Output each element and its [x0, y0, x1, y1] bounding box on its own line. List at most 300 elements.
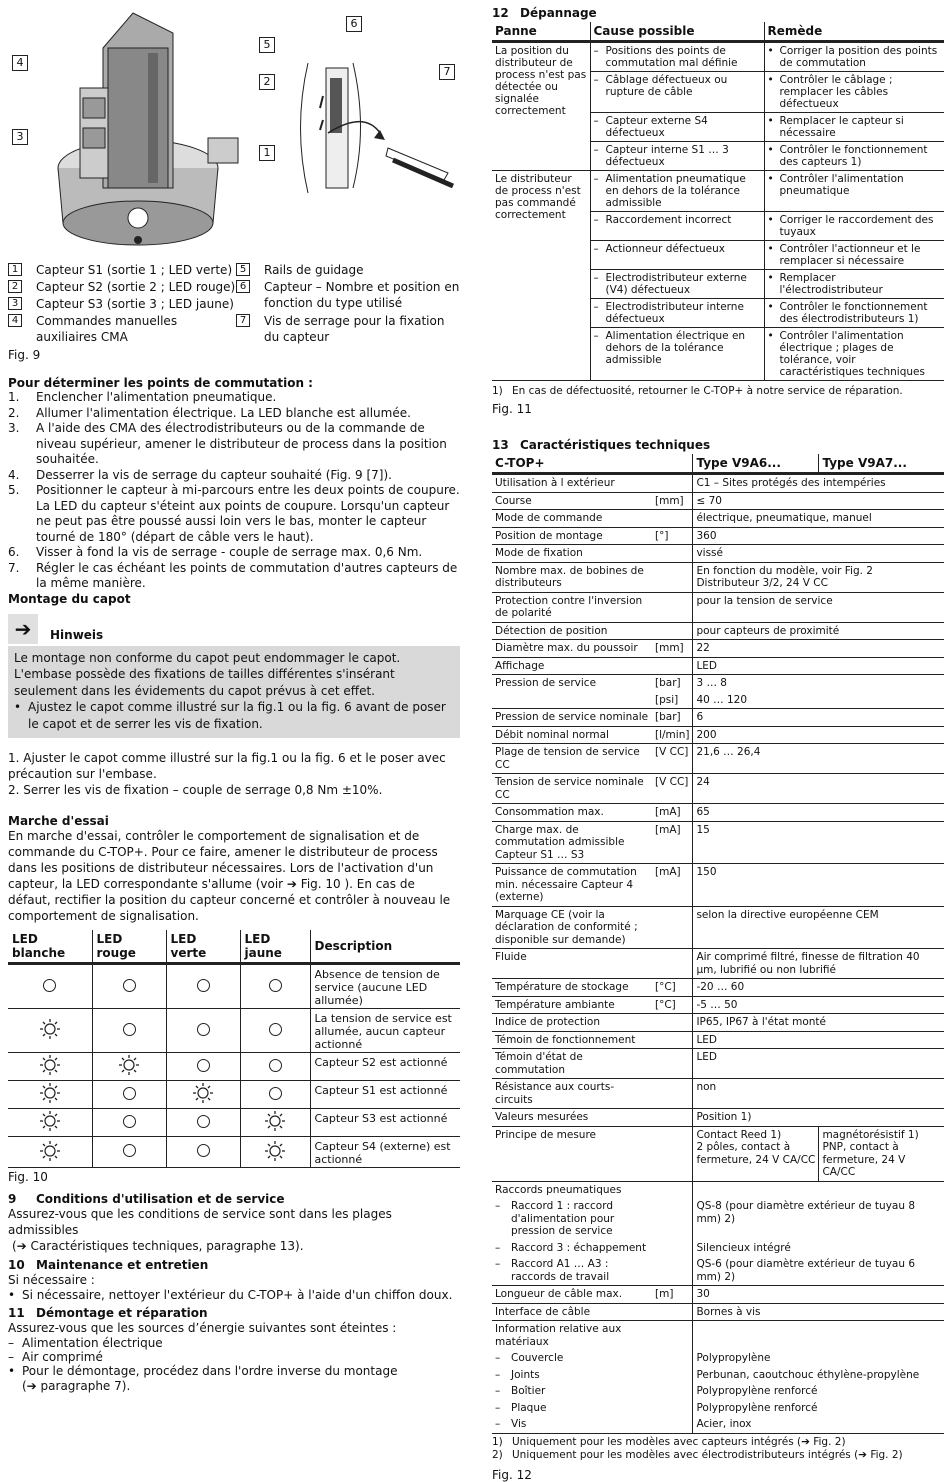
led-cell [240, 1009, 310, 1053]
spec-unit: [V CC] [652, 744, 693, 774]
cause-cell: – Raccordement incorrect [590, 212, 764, 241]
list-item: 5. Positionner le capteur à mi-parcours entre les deux points de coupure. La LED du capteur s'éteint aux points de coupure. Lorsqu'un capteur ne peut pas être poussé aussi loin vers le bas, monter le capteur tourné de 180° (départ de câble vers le haut). [8, 483, 460, 544]
led-cell [240, 964, 310, 1009]
table-row [492, 1049, 944, 1079]
cause-cell: – Actionneur défectueux [590, 241, 764, 270]
table-row [492, 1400, 944, 1417]
spec-value: 3 … 8 [696, 677, 727, 689]
table-row [492, 1367, 944, 1384]
paragraph: (➔ paragraphe 7). [22, 1379, 131, 1393]
spec-unit: [°C] [652, 996, 693, 1014]
spec-key: Consommation max. [492, 804, 652, 822]
table-row [492, 821, 944, 864]
led-cell [92, 1053, 166, 1081]
spec-value: -20 … 60 [693, 979, 944, 997]
note-title: Hinweis [50, 627, 104, 642]
led-off-icon [123, 1023, 136, 1036]
led-off-icon [123, 1087, 136, 1100]
spec-unit [652, 592, 693, 622]
spec-unit: [V CC] [652, 774, 693, 804]
spec-value: Contact Reed 1) 2 pôles, contact à fermeture, 24 V CA/CC [693, 1126, 819, 1181]
led-cell [240, 1081, 310, 1109]
spec-unit [652, 1031, 693, 1049]
spec-value: Bornes à vis [693, 1303, 944, 1321]
spec-value [693, 1321, 944, 1351]
led-off-icon [43, 979, 56, 992]
spec-key: Fluide [492, 949, 652, 979]
table-row [492, 1109, 944, 1127]
spec-key: Puissance de commutation min. nécessaire Capteur 4 (externe) [492, 864, 652, 907]
table-row [492, 744, 944, 774]
spec-unit: [bar] [652, 709, 693, 727]
spec-key: Débit nominal normal [492, 726, 652, 744]
spec-key: Affichage [492, 657, 652, 675]
spec-key: Témoin d'état de commutation [492, 1049, 652, 1079]
spec-key: Indice de protection [492, 1014, 652, 1032]
remedy-cell: • Remplacer l'électrodistributeur [764, 270, 944, 299]
spec-unit [652, 1383, 693, 1400]
table-row [8, 964, 460, 1009]
spec-unit [652, 1079, 693, 1109]
table-row [492, 510, 944, 528]
table-row [492, 1079, 944, 1109]
spec-value: Silencieux intégré [696, 1241, 791, 1254]
spec-key: Interface de câble [492, 1303, 652, 1321]
figure-caption: Fig. 12 [492, 1467, 532, 1482]
note-bullet: • Ajustez le capot comme illustré sur la fig.1 ou la fig. 6 avant de poser le capot et de serrer les vis de fixation. [14, 700, 446, 731]
spec-unit [652, 1109, 693, 1127]
table-row [8, 1109, 460, 1137]
figure-caption: Fig. 9 [8, 348, 41, 362]
spec-value: magnétorésistif 1) PNP, contact à fermeture, 24 V CA/CC [819, 1126, 944, 1181]
spec-unit [652, 1367, 693, 1384]
spec-key: Protection contre l'inversion de polarité [492, 592, 652, 622]
spec-unit [652, 949, 693, 979]
spec-key: Diamètre max. du poussoir [492, 640, 652, 658]
table-row [492, 1286, 944, 1304]
column-header: C-TOP+ [492, 454, 693, 474]
callout-7: 7 [439, 64, 455, 80]
led-cell [8, 964, 92, 1009]
spec-key: Température ambiante [492, 996, 652, 1014]
spec-key: Valeurs mesurées [492, 1109, 652, 1127]
bullet-item: • Pour le démontage, procédez dans l'ordre inverse du montage [8, 1364, 398, 1378]
table-row [492, 1014, 944, 1032]
led-on-icon [39, 1018, 61, 1040]
spec-key: Course [492, 492, 652, 510]
section-heading: 10 Maintenance et entretien [8, 1258, 209, 1272]
section-heading: Pour déterminer les points de commutation : [8, 376, 313, 390]
spec-unit: [°C] [652, 979, 693, 997]
spec-value: 150 [693, 864, 944, 907]
led-on-icon [264, 1140, 286, 1162]
device-illustration [8, 8, 460, 258]
spec-key: Mode de fixation [492, 545, 652, 563]
column-header: Cause possible [590, 22, 764, 42]
led-off-icon [269, 1023, 282, 1036]
led-off-icon [197, 1023, 210, 1036]
spec-unit [652, 1321, 693, 1351]
spec-unit: [mm] [652, 492, 693, 510]
spec-key: Résistance aux courts-circuits [492, 1079, 652, 1109]
cause-cell: – Electrodistributeur interne défectueux [590, 299, 764, 328]
led-cell [8, 1109, 92, 1137]
spec-value: IP65, IP67 à l'état monté [693, 1014, 944, 1032]
spec-unit [652, 474, 693, 493]
column-header: Description [310, 930, 460, 964]
table-row [492, 1198, 944, 1240]
callout-3: 3 [12, 129, 28, 145]
led-cell [166, 964, 240, 1009]
cause-cell: – Alimentation pneumatique en dehors de la tolérance admissible [590, 171, 764, 212]
note-text: Le montage non conforme du capot peut endommager le capot. L'embase possède des fixations de tailles différentes s'insérant seulement dans les évidements du capot prévus à cet effet. [14, 650, 401, 698]
spec-value: 200 [693, 726, 944, 744]
section-heading: 11 Démontage et réparation [8, 1306, 208, 1320]
spec-unit [652, 657, 693, 675]
table-row [492, 804, 944, 822]
spec-unit [652, 1181, 693, 1198]
spec-value: LED [693, 1031, 944, 1049]
led-cell [166, 1053, 240, 1081]
led-off-icon [197, 979, 210, 992]
led-cell [240, 1053, 310, 1081]
led-on-icon [118, 1054, 140, 1076]
list-item: 7. Régler le cas échéant les points de commutation d'autres capteurs de la même manière. [8, 560, 458, 590]
spec-key: – Boîtier [495, 1385, 546, 1397]
led-description: La tension de service est allumée, aucun capteur actionné [310, 1009, 460, 1053]
table-row [492, 949, 944, 979]
spec-key: – Raccord A1 … A3 : raccords de travail [492, 1256, 652, 1286]
led-description: Capteur S1 est actionné [310, 1081, 460, 1109]
spec-key: – Raccord 3 : échappement [495, 1241, 647, 1254]
table-row [492, 492, 944, 510]
table-row [492, 42, 944, 72]
led-off-icon [269, 979, 282, 992]
led-cell [166, 1081, 240, 1109]
note-box [8, 646, 460, 739]
led-cell [92, 1109, 166, 1137]
left-column [8, 8, 460, 1394]
spec-value: pour capteurs de proximité [693, 622, 944, 640]
led-on-icon [264, 1110, 286, 1132]
led-off-icon [123, 1115, 136, 1128]
table-row [492, 726, 944, 744]
spec-key: Température de stockage [492, 979, 652, 997]
table-row [492, 592, 944, 622]
spec-value: C1 – Sites protégés des intempéries [693, 474, 944, 493]
spec-value: LED [693, 657, 944, 675]
led-cell [8, 1081, 92, 1109]
led-cell [166, 1009, 240, 1053]
list-item: 2. Allumer l'alimentation électrique. La LED blanche est allumée. [8, 405, 411, 420]
table-row [8, 1137, 460, 1168]
paragraph: Assurez-vous que les sources d’énergie suivantes sont éteintes : [8, 1321, 397, 1335]
column-header: LED rouge [92, 930, 166, 964]
spec-unit [652, 510, 693, 528]
spec-unit [652, 1126, 693, 1181]
remedy-cell: • Contrôler le fonctionnement des capteurs 1) [764, 142, 944, 171]
legend-item: 2 Capteur S2 (sortie 2 ; LED rouge) [8, 279, 236, 295]
panne-cell: La position du distributeur de process n'est pas détectée ou signalée correctement [492, 42, 590, 171]
led-off-icon [269, 1087, 282, 1100]
led-cell [240, 1109, 310, 1137]
spec-key: Principe de mesure [492, 1126, 652, 1181]
spec-value: Perbunan, caoutchouc éthylène-propylène [696, 1368, 920, 1381]
table-row [492, 675, 944, 692]
spec-unit [652, 1256, 693, 1286]
spec-key: Pression de service nominale [492, 709, 652, 727]
table-row [492, 996, 944, 1014]
dash-item: – Air comprimé [8, 1350, 103, 1364]
table-row [492, 1416, 944, 1433]
led-on-icon [39, 1140, 61, 1162]
table-row [492, 1256, 944, 1286]
dash-item: – Alimentation électrique [8, 1336, 163, 1350]
table-row [492, 171, 944, 212]
spec-unit [652, 622, 693, 640]
spec-key [492, 692, 652, 709]
remedy-cell: • Remplacer le capteur si nécessaire [764, 113, 944, 142]
spec-unit [652, 1350, 693, 1367]
spec-key: – Raccord 1 : raccord d'alimentation pour pression de service [495, 1200, 615, 1237]
table-row [492, 474, 944, 493]
spec-value: 6 [693, 709, 944, 727]
spec-key: Raccords pneumatiques [495, 1183, 622, 1196]
spec-value: 40 … 120 [693, 692, 944, 709]
remedy-cell: • Corriger le raccordement des tuyaux [764, 212, 944, 241]
footnote: 1) Uniquement pour les modèles avec capteurs intégrés (➔ Fig. 2) [492, 1435, 846, 1448]
led-cell [8, 1137, 92, 1168]
cause-cell: – Capteur interne S1 … 3 défectueux [590, 142, 764, 171]
panne-cell: Le distributeur de process n'est pas commandé correctement [492, 171, 590, 381]
remedy-cell: • Corriger la position des points de commutation [764, 42, 944, 72]
legend-item: 1 Capteur S1 (sortie 1 ; LED verte) [8, 262, 236, 278]
led-off-icon [269, 1059, 282, 1072]
column-header: LED verte [166, 930, 240, 964]
legend-item: 6 Capteur – Nombre et position en fonction du type utilisé [236, 279, 460, 312]
callout-1: 1 [259, 145, 275, 161]
spec-key: Marquage CE (voir la déclaration de conformité ; disponible sur demande) [492, 906, 652, 949]
spec-unit [652, 1400, 693, 1417]
spec-value: Air comprimé filtré, finesse de filtration 40 µm, lubrifié ou non lubrifié [693, 949, 944, 979]
spec-unit: [l/min] [652, 726, 693, 744]
table-row [492, 709, 944, 727]
callout-2: 2 [259, 74, 275, 90]
steps-list [8, 390, 460, 592]
spec-key: Longueur de câble max. [492, 1286, 652, 1304]
table-row [8, 1009, 460, 1053]
led-on-icon [39, 1082, 61, 1104]
spec-key: Pression de service [495, 677, 597, 689]
cause-cell: – Positions des points de commutation mal définie [590, 42, 764, 72]
spec-unit [652, 1049, 693, 1079]
led-cell [8, 1009, 92, 1053]
table-row [492, 979, 944, 997]
remedy-cell: • Contrôler le fonctionnement des électrodistributeurs 1) [764, 299, 944, 328]
cover-step: 2. Serrer les vis de fixation – couple de serrage 0,8 Nm ±10%. [8, 783, 383, 797]
spec-unit: [psi] [652, 692, 693, 709]
spec-unit [652, 562, 693, 592]
spec-value: 24 [693, 774, 944, 804]
arrow-right-icon: ➔ [8, 614, 38, 644]
led-on-icon [39, 1110, 61, 1132]
table-row [492, 1126, 944, 1181]
figure-9 [8, 8, 460, 258]
led-cell [92, 964, 166, 1009]
cause-cell: – Capteur externe S4 défectueux [590, 113, 764, 142]
column-header: Panne [492, 22, 590, 42]
spec-unit: [mA] [652, 821, 693, 864]
led-off-icon [123, 1144, 136, 1157]
column-header: Remède [764, 22, 944, 42]
paragraph: (➔ Caractéristiques techniques, paragraphe 13). [12, 1239, 304, 1253]
led-description: Capteur S2 est actionné [310, 1053, 460, 1081]
spec-key: Charge max. de commutation admissible Capteur S1 … S3 [492, 821, 652, 864]
spec-key: – Joints [495, 1368, 540, 1381]
led-off-icon [197, 1115, 210, 1128]
spec-value [693, 1181, 944, 1198]
spec-key: Tension de service nominale CC [492, 774, 652, 804]
figure-caption: Fig. 10 [8, 1170, 48, 1184]
list-item: 4. Desserrer la vis de serrage du capteur souhaité (Fig. 9 [7]). [8, 467, 392, 482]
section-heading: Montage du capot [8, 591, 131, 606]
spec-value: électrique, pneumatique, manuel [693, 510, 944, 528]
table-row [492, 545, 944, 563]
spec-key: Détection de position [492, 622, 652, 640]
spec-unit: [bar] [652, 675, 693, 692]
table-row [492, 527, 944, 545]
callout-6: 6 [346, 16, 362, 32]
led-cell [166, 1137, 240, 1168]
spec-value: 65 [693, 804, 944, 822]
table-row [492, 1303, 944, 1321]
spec-value: Acier, inox [693, 1416, 944, 1433]
cause-cell: – Alimentation électrique en dehors de la tolérance admissible [590, 328, 764, 381]
spec-value: Polypropylène renforcé [696, 1401, 818, 1414]
section-heading: 9 Conditions d'utilisation et de service [8, 1192, 285, 1206]
spec-value: non [693, 1079, 944, 1109]
spec-value: 22 [693, 640, 944, 658]
spec-value: 360 [693, 527, 944, 545]
spec-key: – Couvercle [495, 1352, 564, 1364]
spec-key: Plage de tension de service CC [492, 744, 652, 774]
footnote: 2) Uniquement pour les modèles avec électrodistributeurs intégrés (➔ Fig. 2) [492, 1448, 903, 1461]
spec-unit: [m] [652, 1286, 693, 1304]
led-off-icon [197, 1144, 210, 1157]
table-row [492, 657, 944, 675]
note-header [8, 614, 460, 644]
led-description: Capteur S3 est actionné [310, 1109, 460, 1137]
cause-cell: – Electrodistributeur externe (V4) défectueux [590, 270, 764, 299]
spec-key: – Plaque [495, 1401, 547, 1414]
spec-key: Mode de commande [492, 510, 652, 528]
list-item: 6. Visser à fond la vis de serrage - couple de serrage max. 0,6 Nm. [8, 545, 423, 559]
led-cell [92, 1009, 166, 1053]
led-cell [8, 1053, 92, 1081]
spec-value: vissé [693, 545, 944, 563]
led-off-icon [197, 1059, 210, 1072]
led-cell [166, 1109, 240, 1137]
table-row [492, 1181, 944, 1198]
troubleshooting-table [492, 22, 944, 381]
figure-caption: Fig. 11 [492, 402, 532, 416]
spec-value: pour la tension de service [693, 592, 944, 622]
spec-value: Polypropylène renforcé [696, 1385, 818, 1397]
spec-value: selon la directive européenne CEM [693, 906, 944, 949]
legend-item: 4 Commandes manuelles auxiliaires CMA [8, 313, 236, 345]
spec-unit: [mA] [652, 804, 693, 822]
spec-key: Nombre max. de bobines de distributeurs [492, 562, 652, 592]
table-row [492, 864, 944, 907]
table-row [492, 1350, 944, 1367]
table-row [492, 640, 944, 658]
led-off-icon [123, 979, 136, 992]
table-row [492, 774, 944, 804]
table-row [492, 692, 944, 709]
bullet-item: • Si nécessaire, nettoyer l'extérieur du C-TOP+ à l'aide d'un chiffon doux. [8, 1288, 453, 1302]
spec-value: 30 [693, 1286, 944, 1304]
spec-key: Utilisation à l extérieur [492, 474, 652, 493]
spec-unit [652, 1303, 693, 1321]
list-item: 3. A l'aide des CMA des électrodistributeurs ou de la commande de niveau supérieur, amener le distributeur de process dans la position souhaitée. [8, 421, 447, 466]
spec-value: 15 [693, 821, 944, 864]
remedy-cell: • Contrôler l'actionneur et le remplacer si nécessaire [764, 241, 944, 270]
led-description: Absence de tension de service (aucune LED allumée) [310, 964, 460, 1009]
led-on-icon [192, 1082, 214, 1104]
spec-unit: [mm] [652, 640, 693, 658]
spec-unit: [°] [652, 527, 693, 545]
spec-value: QS-6 (pour diamètre extérieur de tuyau 6 mm) 2) [693, 1256, 944, 1286]
spec-unit [652, 1240, 693, 1257]
cover-step: 1. Ajuster le capot comme illustré sur la fig.1 ou la fig. 6 et le poser avec précaution sur l'embase. [8, 751, 446, 781]
cause-cell: – Câblage défectueux ou rupture de câble [590, 72, 764, 113]
spec-unit [652, 906, 693, 949]
spec-unit: [mA] [652, 864, 693, 907]
spec-unit [652, 1416, 693, 1433]
spec-value: ≤ 70 [693, 492, 944, 510]
spec-value: 21,6 … 26,4 [693, 744, 944, 774]
callout-4: 4 [12, 55, 28, 71]
table-row [492, 1031, 944, 1049]
led-description: Capteur S4 (externe) est actionné [310, 1137, 460, 1168]
paragraph: Assurez-vous que les conditions de service sont dans les plages admissibles [8, 1207, 392, 1237]
spec-value: -5 … 50 [693, 996, 944, 1014]
list-item: 1. Enclencher l'alimentation pneumatique. [8, 390, 277, 404]
table-row [492, 622, 944, 640]
spec-value: Polypropylène [696, 1352, 771, 1364]
table-row [8, 1081, 460, 1109]
section-heading: Marche d'essai [8, 814, 109, 828]
table-row [492, 1383, 944, 1400]
spec-value: LED [693, 1049, 944, 1079]
spec-key: Témoin de fonctionnement [492, 1031, 652, 1049]
table-row [492, 1240, 944, 1257]
specs-table [492, 454, 944, 1434]
callout-5: 5 [259, 37, 275, 53]
legend-item: 3 Capteur S3 (sortie 3 ; LED jaune) [8, 296, 236, 312]
column-header: LED blanche [8, 930, 92, 964]
spec-unit [652, 1198, 693, 1240]
table-row [492, 562, 944, 592]
table-row [8, 1053, 460, 1081]
led-on-icon [39, 1054, 61, 1076]
column-header: LED jaune [240, 930, 310, 964]
legend-item: 7 Vis de serrage pour la fixation du capteur [236, 313, 460, 345]
table-row [492, 1321, 944, 1351]
remedy-cell: • Contrôler l'alimentation électrique ; plages de tolérance, voir caractéristiques techniques [764, 328, 944, 381]
legend-item: 5 Rails de guidage [236, 262, 460, 278]
spec-unit [652, 1014, 693, 1032]
